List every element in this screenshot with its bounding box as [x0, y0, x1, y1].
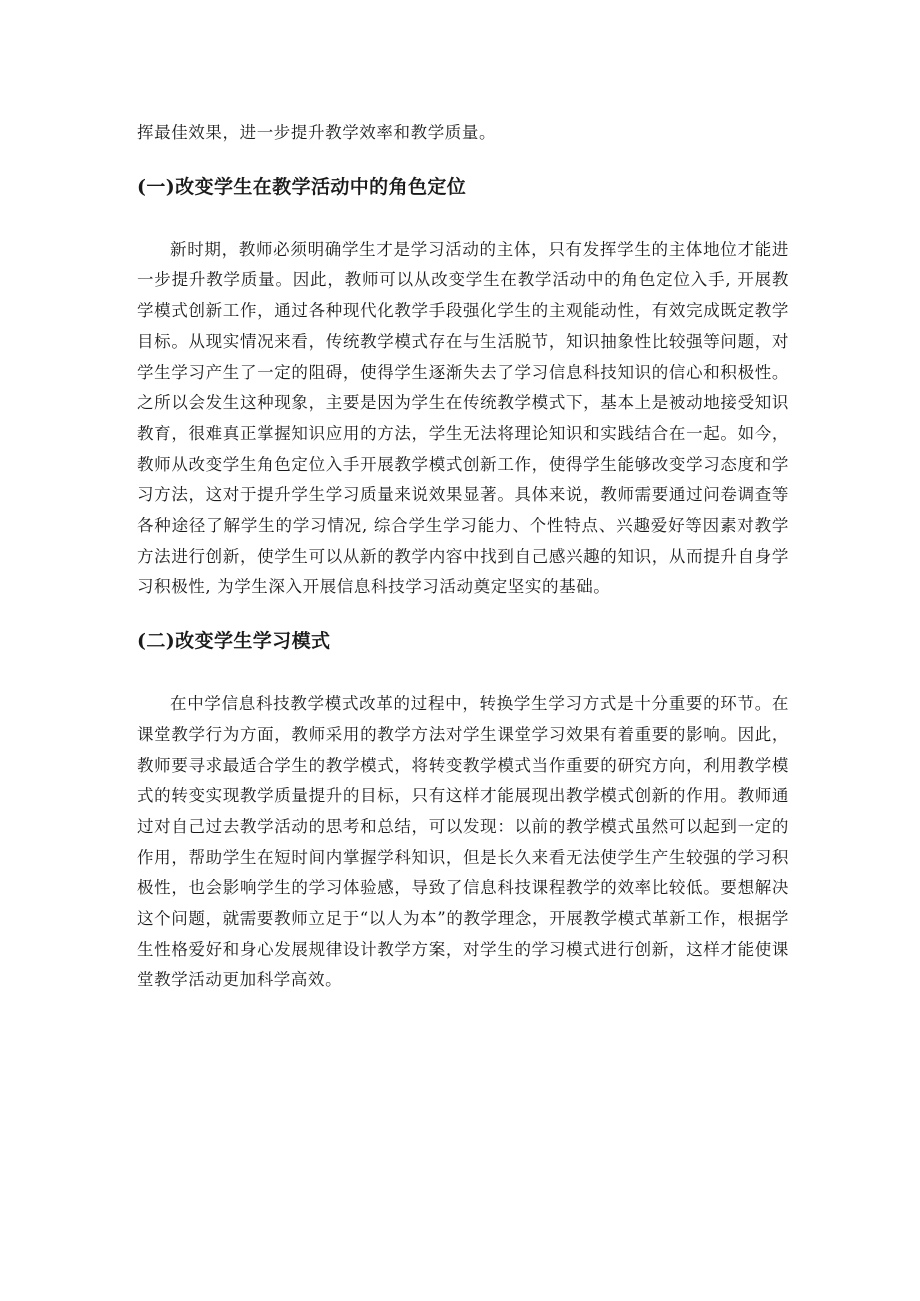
section-1-paragraph: 新时期，教师必须明确学生才是学习活动的主体，只有发挥学生的主体地位才能进一步提升教学质量。因此，教师可以从改变学生在教学活动中的角色定位入手, 开展教学模式创新工作，通过各种现代化教学手段强化学生的主观能动性，有效完成既定教学目标。从现实情况来看，传统教学模式存在与生活脱节，知识抽象性比较强等问题，对学生学习产生了一定的阻碍，使得学生逐渐失去了学习信息科技知识的信心和积极性。之所以会发生这种现象，主要是因为学生在传统教学模式下，基本上是被动地接受知识教育，很难真正掌握知识应用的方法，学生无法将理论知识和实践结合在一起。如今，教师从改变学生角色定位入手开展教学模式创新工作，使得学生能够改变学习态度和学习方法，这对于提升学生学习质量来说效果显著。具体来说，教师需要通过问卷调查等各种途径了解学生的学习情况, 综合学生学习能力、个性特点、兴趣爱好等因素对教学方法进行创新，使学生可以从新的教学内容中找到自己感兴趣的知识，从而提升自身学习积极性, 为学生深入开展信息科技学习活动奠定坚实的基础。: [137, 239, 789, 597]
section-2-paragraph: 在中学信息科技教学模式改革的过程中，转换学生学习方式是十分重要的环节。在课堂教学行为方面，教师采用的教学方法对学生课堂学习效果有着重要的影响。因此，教师要寻求最适合学生的教学模式，将转变教学模式当作重要的研究方向，利用教学模式的转变实现教学质量提升的目标，只有这样才能展现出教学模式创新的作用。教师通过对自己过去教学活动的思考和总结，可以发现：以前的教学模式虽然可以起到一定的作用，帮助学生在短时间内掌握学科知识，但是长久来看无法使学生产生较强的学习积极性，也会影响学生的学习体验感，导致了信息科技课程教学的效率比较低。要想解决这个问题，就需要教师立足于“以人为本”的教学理念，开展教学模式革新工作，根据学生性格爱好和身心发展规律设计教学方案，对学生的学习模式进行创新，这样才能使课堂教学活动更加科学高效。: [137, 694, 789, 990]
intro-paragraph-tail: 挥最佳效果，进一步提升教学效率和教学质量。: [137, 123, 497, 142]
section-2-heading: (二)改变学生学习模式: [137, 630, 331, 653]
section-1-heading: (一)改变学生在教学活动中的角色定位: [137, 175, 467, 198]
document-body: [137, 118, 789, 996]
